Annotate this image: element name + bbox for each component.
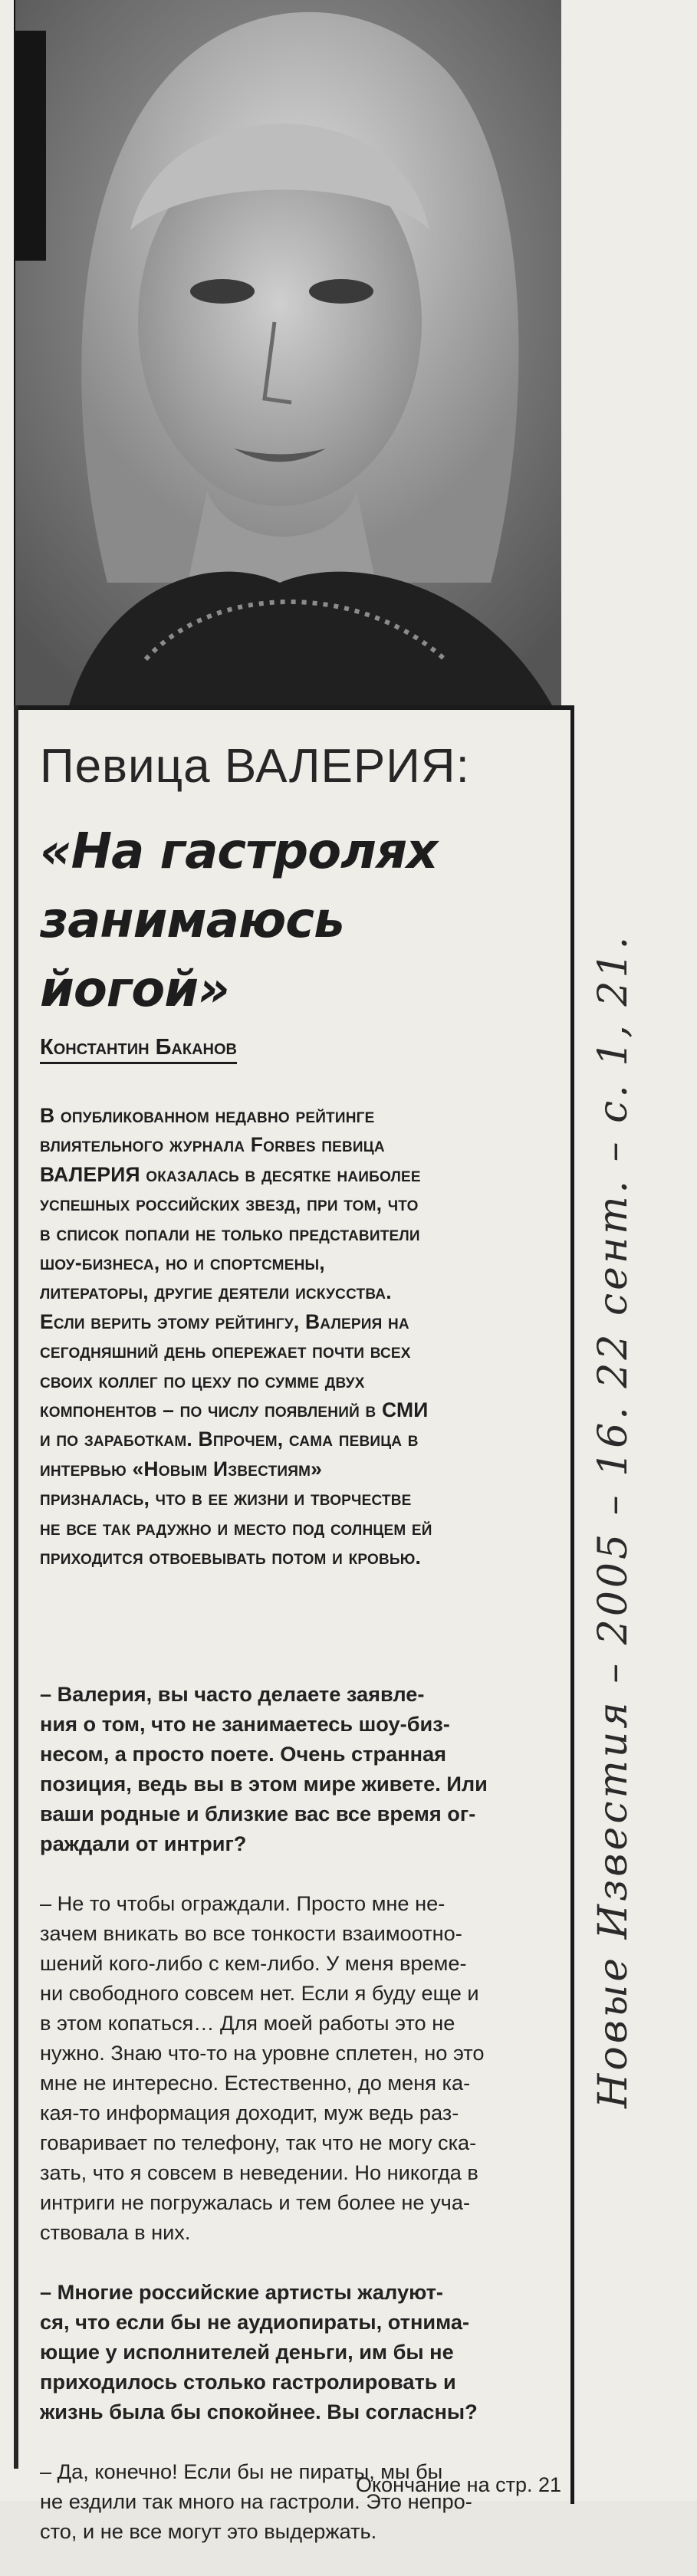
kicker xyxy=(40,739,470,794)
kicker-name: ВАЛЕРИЯ: xyxy=(224,740,470,793)
question-1: – Валерия, вы часто делаете заявле- ния о том, что не занимаетесь шоу-биз- несом, а просто поете. Очень странная позиция, ведь вы в этом мире живете. Или ваши родные и близкие вас все время ог- раждали от интриг? xyxy=(40,1682,488,1855)
headline xyxy=(40,817,569,1024)
author-byline: Константин Баканов xyxy=(40,1035,237,1064)
answer-1: – Не то чтобы ограждали. Просто мне не- зачем вникать во все тонкости взаимоотно- шений кого-либо с кем-либо. У меня време- ни свободного совсем нет. Если я буду еще и в этом копаться… Для моей работы это не нужно. Знаю что-то на уровне сплетен, но это мне не интересно. Естественно, до меня ка- кая-то информация доходит, муж ведь раз- говаривает по телефону, так что не могу ска- зать, что я совсем в неведении. Но никогда в интриги не погружалась и тем более не уча- ствовала в них. xyxy=(40,1891,485,2244)
portrait-illustration xyxy=(15,0,561,705)
interview-body xyxy=(40,1649,565,2576)
section-tab xyxy=(14,31,46,261)
handwritten-source-note: Новые Известия – 2005 – 16. 22 сент. – с. 1, 21. xyxy=(590,933,636,2108)
continuation-note: Окончание на стр. 21 xyxy=(356,2473,561,2496)
answer-2: – Да, конечно! Если бы не пираты, мы бы не ездили так много на гастроли. Это непро- сто, и не все могут это выдержать. xyxy=(40,2459,472,2543)
article xyxy=(18,705,574,2543)
singer-photo xyxy=(14,0,561,705)
question-2: – Многие российские артисты жалуют- ся, что если бы не аудиопираты, отнима- ющие у исполнителей деньги, им бы не приходилось столько гастролировать и жизнь была бы спокойнее. Вы согласны? xyxy=(40,2280,478,2423)
kicker-prefix: Певица xyxy=(40,740,225,793)
headline-line-3: йогой» xyxy=(40,961,229,1018)
headline-line-1: «На гастролях xyxy=(40,823,438,880)
lead-paragraph: В опубликованном недавно рейтинге влиятельного журнала Forbes певица ВАЛЕРИЯ оказалась в десятке наиболее успешных российских звезд, при том, что в список попали не только представители шоу-бизнеса, но и спортсмены, литераторы, другие деятели искусства. Если верить этому рейтингу, Валерия на сегодняшний день опережает почти всех своих коллег по цеху по сумме двух компонентов – по числу появлений в СМИ и по заработкам. Впрочем, сама певица в интервью «Новым Известиям» призналась, что в ее жизни и творчестве не все так радужно и место под солнцем ей приходится отвоевывать потом и кровью. xyxy=(40,1104,432,1569)
headline-line-2: занимаюсь xyxy=(40,892,344,949)
